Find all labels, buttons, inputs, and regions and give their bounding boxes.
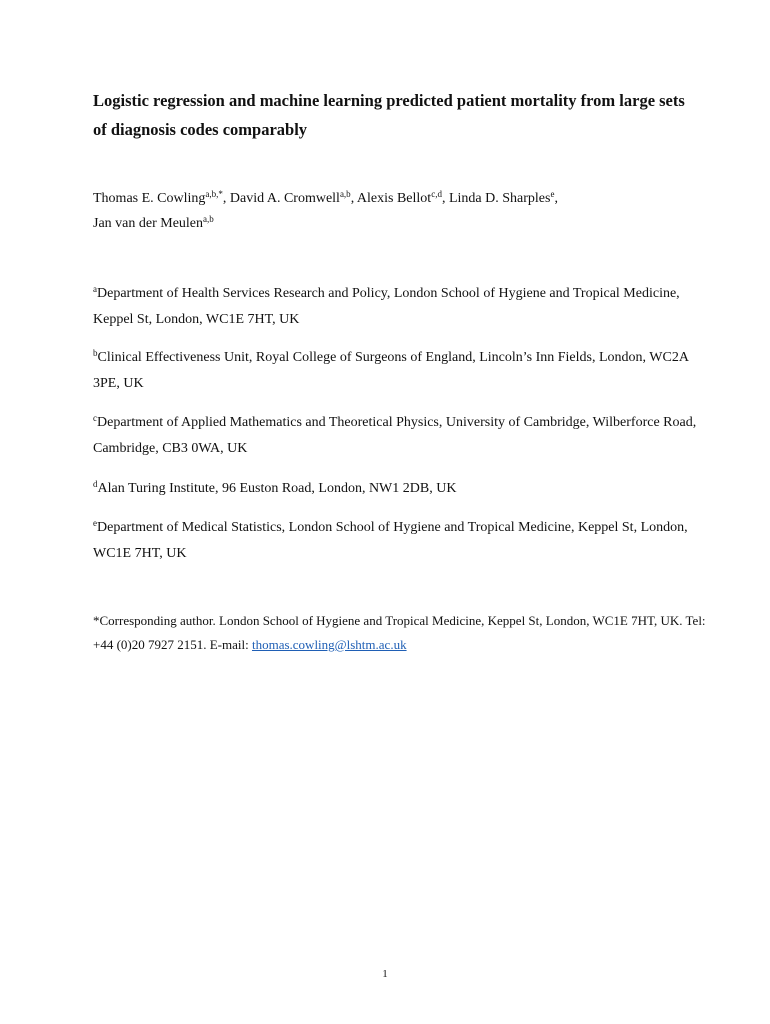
paper-title: Logistic regression and machine learning predicted patient mortality from large sets of diagnosis codes comparably bbox=[93, 91, 685, 139]
author-name: David A. Cromwell bbox=[229, 191, 340, 206]
author-affiliation-marker: a,b bbox=[203, 214, 214, 224]
author-affiliation-marker: a,b bbox=[339, 189, 351, 199]
affiliation-text: Department of Medical Statistics, London School of Hygiene and Tropical Medicine, Keppel St, London, WC1E 7HT, UK bbox=[93, 520, 688, 561]
affiliation-label: a bbox=[93, 284, 97, 294]
author-name: Linda D. Sharples bbox=[448, 191, 551, 206]
author-affiliation-marker: e bbox=[550, 189, 555, 199]
affiliation-c bbox=[93, 410, 713, 462]
author-name: Thomas E. Cowling bbox=[93, 191, 206, 206]
author-name: Jan van der Meulen bbox=[93, 216, 204, 231]
affiliation-a bbox=[93, 281, 713, 333]
email-link[interactable]: thomas.cowling@lshtm.ac.uk bbox=[251, 637, 407, 652]
author-list bbox=[93, 186, 713, 236]
page-number: 1 bbox=[382, 968, 388, 980]
corresponding-author-text: *Corresponding author. London School of Hygiene and Tropical Medicine, Keppel St, London, WC1E 7HT, UK. Tel: +44 (0)20 7927 2151. E-mail: bbox=[93, 613, 706, 652]
author-separator: , bbox=[441, 191, 449, 206]
author-name: Alexis Bellot bbox=[356, 191, 432, 206]
affiliation-label: e bbox=[93, 518, 97, 528]
author-5 bbox=[93, 216, 214, 231]
author-2 bbox=[230, 191, 357, 206]
affiliation-label: d bbox=[93, 479, 98, 489]
affiliation-text: Clinical Effectiveness Unit, Royal College of Surgeons of England, Lincoln’s Inn Fields, London, WC2A 3PE, UK bbox=[93, 350, 689, 391]
affiliation-text: Alan Turing Institute, 96 Euston Road, London, NW1 2DB, UK bbox=[97, 481, 457, 496]
author-affiliation-marker: a,b,* bbox=[205, 189, 223, 199]
affiliation-d bbox=[93, 476, 713, 502]
affiliation-e bbox=[93, 515, 713, 567]
author-4 bbox=[449, 191, 558, 206]
author-separator: , bbox=[222, 191, 230, 206]
author-separator: , bbox=[350, 191, 357, 206]
affiliation-b bbox=[93, 345, 713, 397]
author-3 bbox=[357, 191, 449, 206]
author-1 bbox=[93, 191, 230, 206]
author-separator: , bbox=[554, 191, 558, 206]
affiliation-label: c bbox=[93, 413, 97, 423]
author-affiliation-marker: c,d bbox=[431, 189, 442, 199]
corresponding-author-note bbox=[93, 609, 713, 657]
affiliation-text: Department of Applied Mathematics and Theoretical Physics, University of Cambridge, Wilberforce Road, Cambridge, CB3 0WA, UK bbox=[93, 415, 697, 456]
affiliation-label: b bbox=[93, 348, 98, 358]
affiliation-text: Department of Health Services Research and Policy, London School of Hygiene and Tropical Medicine, Keppel St, London, WC1E 7HT, UK bbox=[93, 286, 680, 327]
